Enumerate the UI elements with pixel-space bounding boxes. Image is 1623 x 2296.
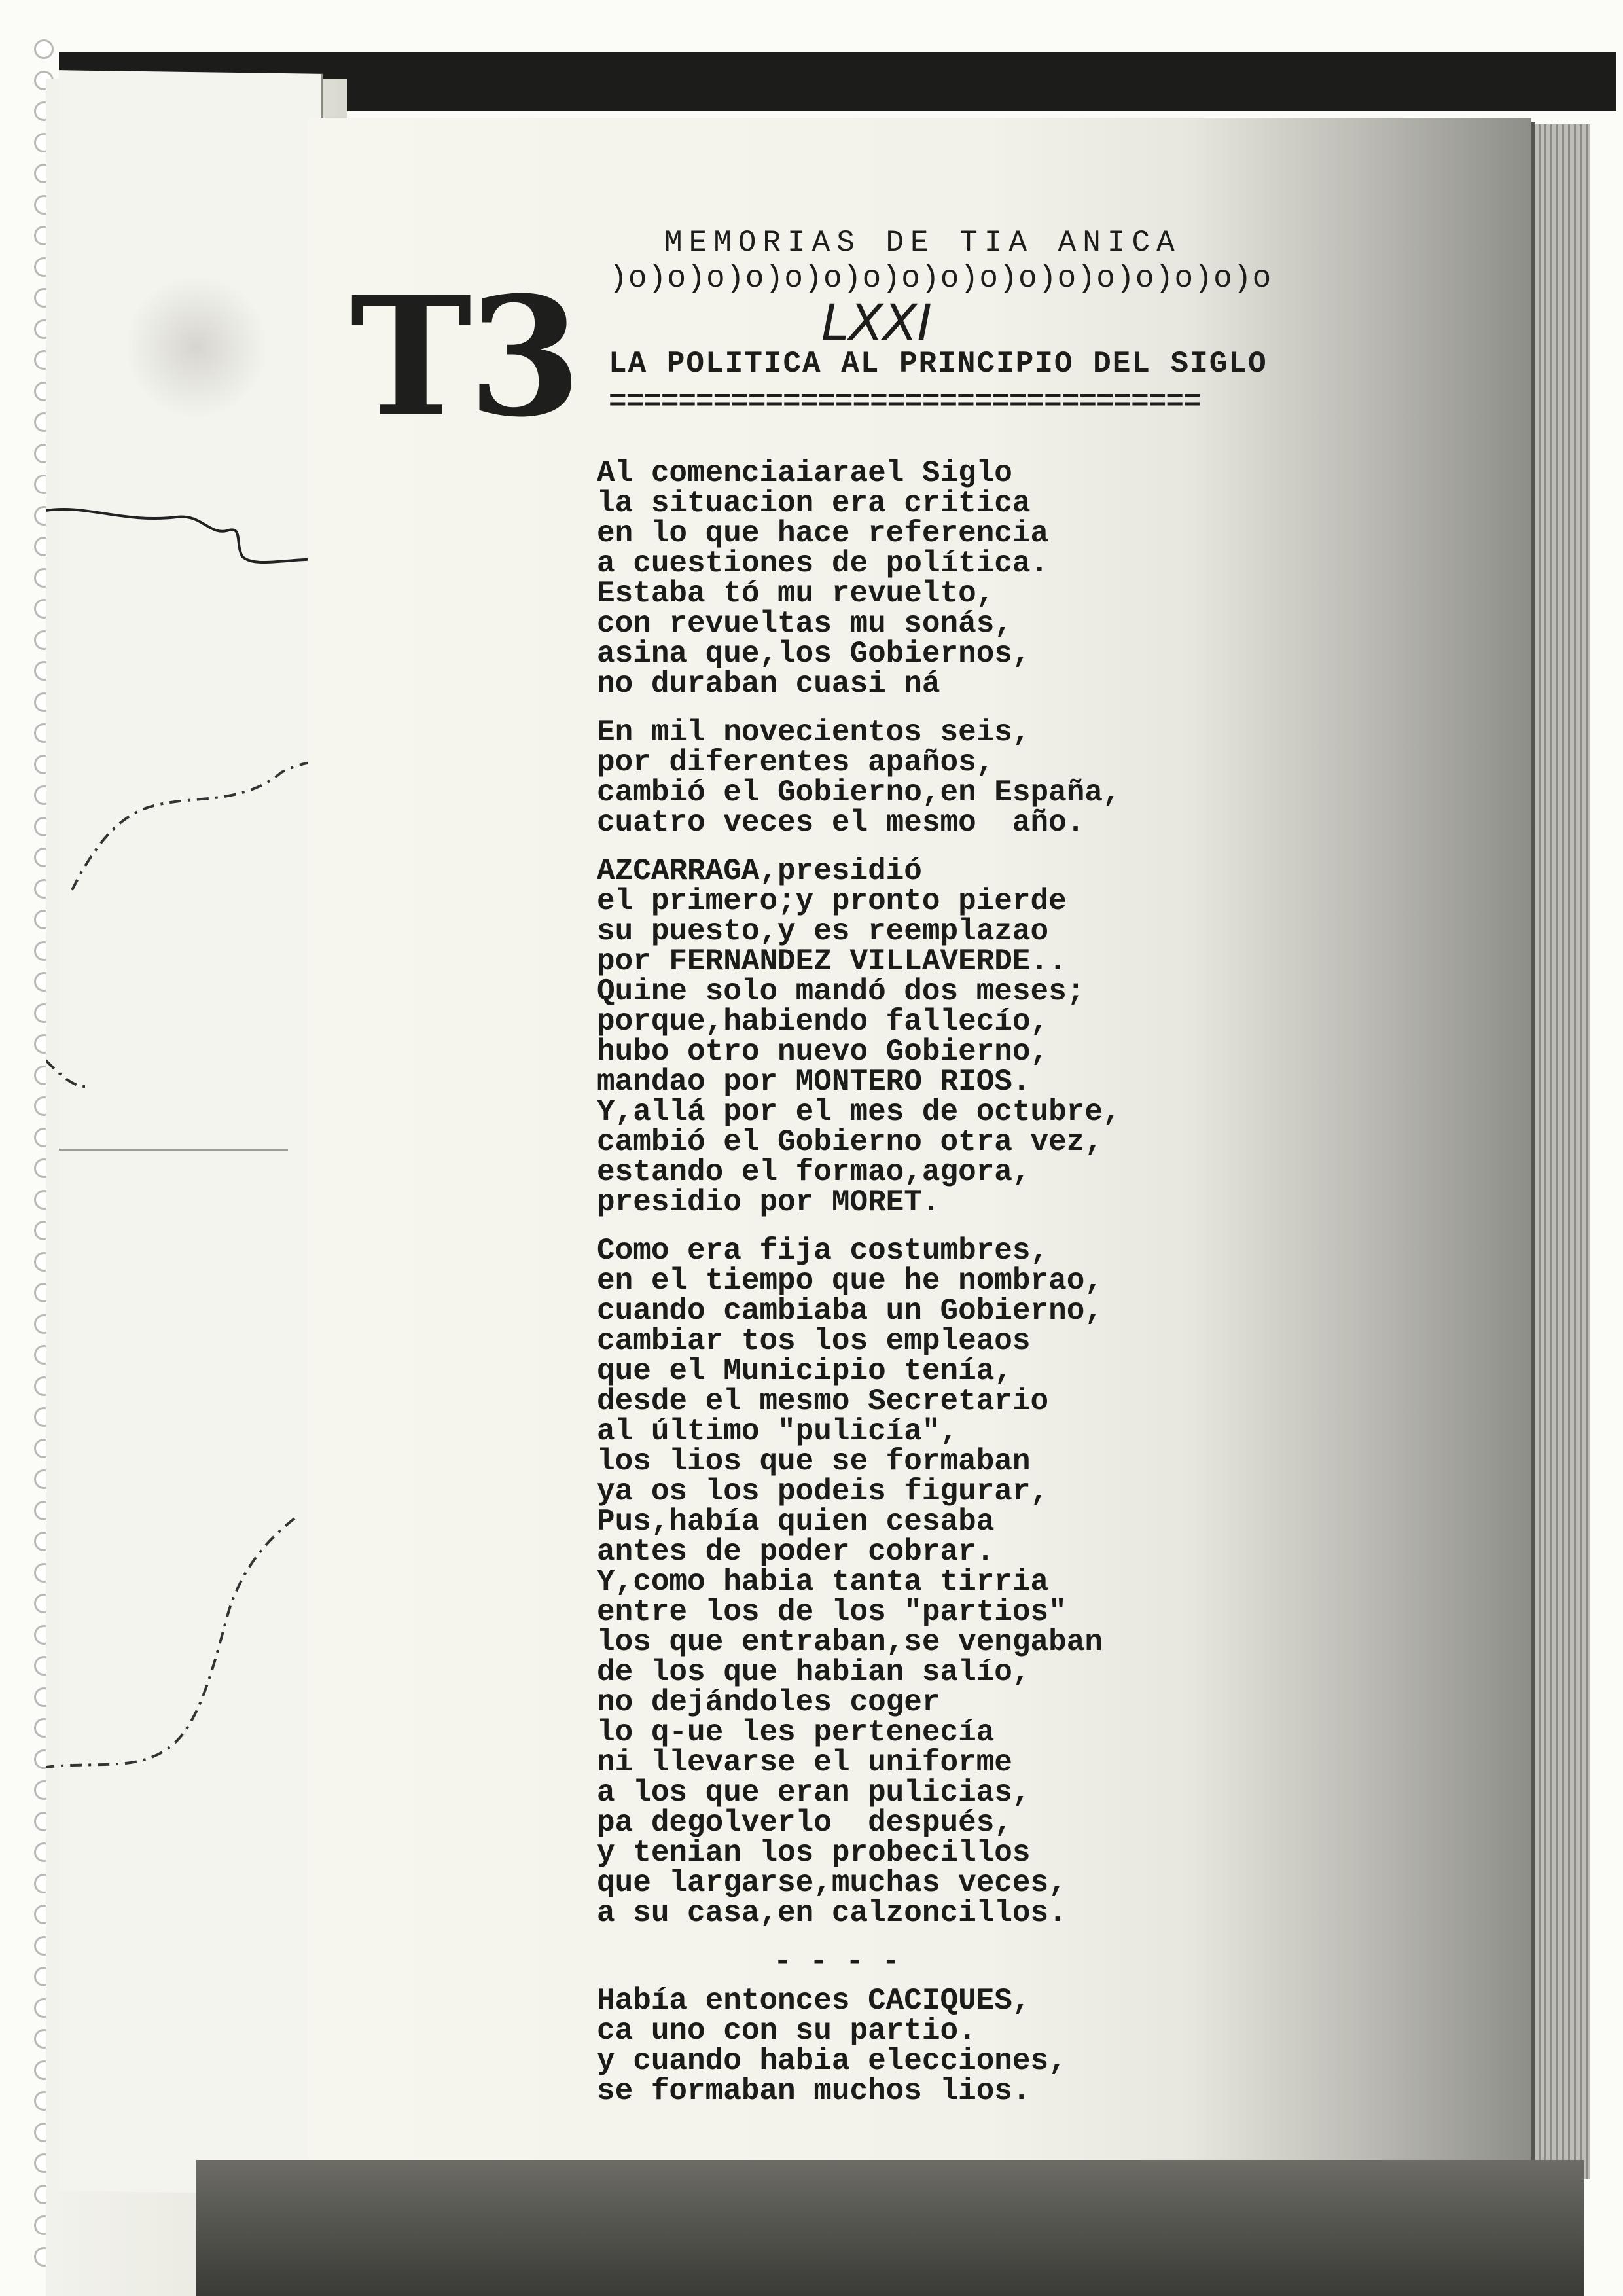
- poem-line: asina que,los Gobiernos,: [597, 637, 1031, 671]
- poem-line: los que entraban,se vengaban: [597, 1625, 1103, 1659]
- poem-line: Quine solo mandó dos meses;: [597, 975, 1085, 1009]
- stanza-2: [597, 717, 1461, 838]
- poem-line: en lo que hace referencia: [597, 516, 1049, 550]
- poem-line: Al comenciaiarael Siglo: [597, 456, 1012, 490]
- chapter-title: LA POLITICA AL PRINCIPIO DEL SIGLO: [609, 347, 1268, 381]
- poem-line: lo q-ue les pertenecía: [597, 1715, 995, 1749]
- poem-line: En mil novecientos seis,: [597, 715, 1031, 749]
- poem-line: con revueltas mu sonás,: [597, 607, 1012, 641]
- poem-line: cuatro veces el mesmo año.: [597, 806, 1085, 840]
- faded-stamp-smudge: [124, 275, 268, 419]
- poem-line: Y,como habia tanta tirria: [597, 1565, 1049, 1599]
- poem-line: y tenian los probecillos: [597, 1836, 1031, 1870]
- poem-line: a cuestiones de política.: [597, 547, 1049, 581]
- poem-line: su puesto,y es reemplazao: [597, 914, 1049, 948]
- poem-line: cambió el Gobierno otra vez,: [597, 1125, 1103, 1159]
- page-title: MEMORIAS DE TIA ANICA: [664, 226, 1181, 260]
- poem-line: ca uno con su partio.: [597, 2014, 976, 2048]
- poem-line: no duraban cuasi ná: [597, 667, 940, 701]
- poem-line: Como era fija costumbres,: [597, 1234, 1049, 1268]
- stanza-divider: - - - -: [774, 1945, 901, 1979]
- poem-line: a los que eran pulicias,: [597, 1776, 1031, 1810]
- stanza-1: [597, 458, 1461, 699]
- poem-line: Y,allá por el mes de octubre,: [597, 1095, 1121, 1129]
- poem-line: a su casa,en calzoncillos.: [597, 1896, 1067, 1930]
- poem-line: y cuando habia elecciones,: [597, 2044, 1067, 2078]
- poem-line: cambiar tos los empleaos: [597, 1324, 1031, 1358]
- poem-line: hubo otro nuevo Gobierno,: [597, 1035, 1049, 1069]
- poem-line: el primero;y pronto pierde: [597, 884, 1067, 918]
- poem-line: al último "pulicía",: [597, 1414, 959, 1448]
- poem-line: por FERNANDEZ VILLAVERDE..: [597, 944, 1067, 978]
- chapter-title-underline: ==================================: [609, 385, 1201, 419]
- ring-hole: [34, 39, 54, 59]
- header-block: [609, 226, 1272, 296]
- stanza-4: [597, 1236, 1461, 1928]
- poem-line: pa degolverlo después,: [597, 1806, 1012, 1840]
- poem-line: Había entonces CACIQUES,: [597, 1984, 1031, 2018]
- stanza-5: [597, 1986, 1461, 2106]
- poem-line: entre los de los "partios": [597, 1595, 1067, 1629]
- poem-line: antes de poder cobrar.: [597, 1535, 995, 1569]
- poem-line: ni llevarse el uniforme: [597, 1746, 1012, 1780]
- poem-line: AZCARRAGA,presidió: [597, 854, 922, 888]
- poem-line: desde el mesmo Secretario: [597, 1384, 1049, 1418]
- stanza-3: [597, 856, 1461, 1217]
- poem-body: [597, 458, 1461, 2125]
- handwritten-chapter-number: LXXI: [821, 293, 932, 351]
- poem-line: cuando cambiaba un Gobierno,: [597, 1294, 1103, 1328]
- poem-line: Estaba tó mu revuelto,: [597, 577, 995, 611]
- poem-line: porque,habiendo fallecío,: [597, 1005, 1049, 1039]
- map-border-drawing: [46, 497, 334, 1806]
- poem-line: los lios que se formaban: [597, 1444, 1031, 1479]
- poem-line: estando el formao,agora,: [597, 1155, 1031, 1189]
- poem-line: mandao por MONTERO RIOS.: [597, 1065, 1031, 1099]
- section-stamp: T3: [350, 260, 578, 453]
- scanner-shadow-bottom: [196, 2160, 1584, 2296]
- poem-line: Pus,había quien cesaba: [597, 1505, 995, 1539]
- poem-line: la situacion era critica: [597, 486, 1031, 520]
- poem-line: que el Municipio tenía,: [597, 1354, 1012, 1388]
- poem-line: de los que habian salío,: [597, 1655, 1031, 1689]
- poem-line: cambió el Gobierno,en España,: [597, 776, 1121, 810]
- poem-line: ya os los podeis figurar,: [597, 1475, 1049, 1509]
- poem-line: que largarse,muchas veces,: [597, 1866, 1067, 1900]
- poem-line: se formaban muchos lios.: [597, 2074, 1031, 2108]
- title-separator: )o)o)o)o)o)o)o)o)o)o)o)o)o)o)o)o)o: [609, 261, 1272, 296]
- poem-line: en el tiempo que he nombrao,: [597, 1264, 1103, 1298]
- poem-line: por diferentes apaños,: [597, 745, 995, 780]
- poem-line: presidio por MORET.: [597, 1185, 940, 1219]
- poem-line: no dejándoles coger: [597, 1685, 940, 1719]
